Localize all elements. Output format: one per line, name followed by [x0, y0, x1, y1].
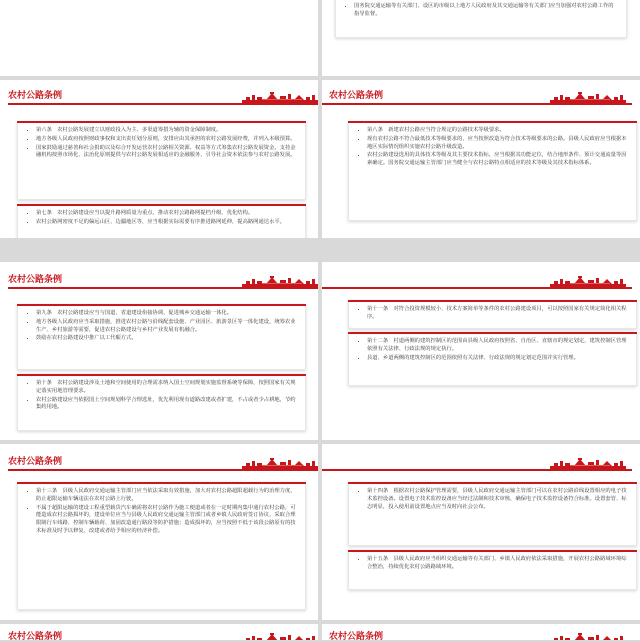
card: [348, 300, 637, 329]
card: [348, 332, 637, 386]
card-item: • 国家鼓励通过慈善和社会捐助以及综合开发运营农村公路相关资源、权益等方式筹集农村公路发展资金。支持金融机构按照市场化、法治化原则提供与农村公路发展相适应的金融服务，引导社会资本依法参与农村公路发展。: [36, 145, 297, 161]
card: [17, 204, 306, 238]
card: [17, 304, 306, 370]
card-item: • 不属于超限运输的建设工程重型载货汽车确需将农村公路作为施工便道或者在一定时期内集中通行农村公路，可能造成农村公路损坏的，建设单位应当与县级人民政府交通运输主管部门或者乡镇人民政府签订协议，采取合理限制行车线路、控制车辆载荷、加固改造通行路段等防护措施；造成损坏的，应当按照不低于该段公路原有的技术标准及时予以修复、改建或者给予相应的经济补偿。: [36, 505, 297, 536]
card-item: • 鼓励在农村公路建设中推广以工代赈方式。: [36, 335, 297, 343]
card: [348, 482, 637, 546]
card-item: • 农村公路建设应当依据国土空间规划科学合理选址，优先利用现有道路改建或者扩建，不占或者少占耕地，节约集约用地。: [36, 397, 297, 413]
slide-title: 农村公路条例: [8, 632, 63, 640]
skyline-decoration: [242, 632, 318, 640]
card-item: • 第十一条 对符合投资规模较小、技术方案简单等条件的农村公路建设项目，可以按照国家有关规定简化相关程序。: [367, 306, 628, 322]
slide-1-right: [322, 80, 640, 238]
slide-1-left: [0, 80, 318, 238]
slide-title: 农村公路条例: [8, 91, 63, 101]
card: [348, 550, 637, 590]
card-item: • 第八条 新建农村公路应当符合规定的公路技术等级要求。: [367, 127, 628, 135]
slide-3-right: [322, 444, 640, 620]
card-item: • 第十四条 根据农村公路保护管理需要，县级人民政府交通运输主管部门可以在农村公路沿线设置相应的电子技术监控设备。设置电子技术监控设备应当经过法制和技术审核，确保电子技术监控设备符合标准。设置套管、标志明显，投入使用前设置地点应当及时向社会公布。: [367, 488, 628, 511]
card: [335, 0, 627, 38]
card-item: • 第九条 农村公路建设应当与国道、省道建设衔接协调，促进城乡交通运输一体化。: [36, 310, 297, 318]
card-item: • 农村公路建设选用的具体技术等级及其主要技术指标，应当根据其功能定位，结合地形条件、预计交通流量等因素确定。国务院交通运输主管部门应当健全与农村公路特点相适应的技术等级及其技术指标体系。: [367, 152, 628, 168]
card-item: • 县道、乡道两侧的建筑控制区的范围依照有关法律、行政法规的规定划定范围并实行管理。: [367, 355, 628, 363]
slide-2-right: [322, 262, 640, 440]
card-item: • 第十三条 县级人民政府交通运输主管部门应当依法采取有效措施，加大对农村公路超限超载行为的治理力度，防止超限运输车辆违法在农村公路上行驶。: [36, 488, 297, 504]
slide-3-left: [0, 444, 318, 620]
slide-title: 农村公路条例: [8, 275, 63, 285]
skyline-decoration: [550, 275, 626, 287]
title-underline: [322, 287, 632, 289]
slide-4-left: [0, 624, 318, 640]
slide-title: 农村公路条例: [8, 457, 63, 467]
card: [17, 374, 306, 431]
skyline-decoration: [550, 91, 626, 103]
skyline-decoration: [242, 275, 318, 287]
card-item: • 第十条 农村公路建设涉及土地和空间使用的合理需求纳入国土空间规划实施监督系统等保障，按照国家有关规定落实用地管理要求。: [36, 380, 297, 396]
skyline-decoration: [242, 91, 318, 103]
slide-0-left: [0, 0, 318, 76]
card-item: • 农村公路网密度不足的偏远山区、边疆地区等，应当根据实际需要有序推进路网延伸，提高路网通达水平。: [36, 219, 297, 227]
card-item: • 第七条 农村公路建设应当以提升路网质量为重点，推动农村公路路网提档升级、优化结构。: [36, 210, 297, 218]
slide-title: 农村公路条例: [329, 91, 384, 101]
skyline-decoration: [242, 457, 318, 469]
skyline-decoration: [550, 632, 626, 640]
title-underline: [8, 103, 318, 105]
title-underline: [8, 287, 318, 289]
title-underline: [322, 469, 632, 471]
card: [17, 482, 306, 610]
card-item: • 地方各级人民政府应当采取措施，推进农村公路与沿线配套设施、产业园区、旅游景区等一体化建设，统筹农业生产、乡村旅游等需要，促进农村公路建设与乡村产业发展有机融合。: [36, 319, 297, 335]
title-underline: [8, 469, 318, 471]
card-item: • 现有农村公路不符合最低技术等级要求的，应当按照改造为符合技术等级要求的公路。县级人民政府应当根据本地区实际情况组织实施农村公路升级改造。: [367, 136, 628, 152]
card: [17, 121, 306, 200]
slide-2-left: [0, 262, 318, 440]
title-underline: [322, 103, 632, 105]
card-item: • 国务院交通运输等有关部门、设区的市级以上地方人民政府及其交通运输等有关部门应当加强对农村公路工作的指导监督。: [354, 3, 618, 19]
slide-title: 农村公路条例: [329, 632, 384, 642]
card-item: • 第十五条 县级人民政府应当组织交通运输等有关部门、乡镇人民政府依法采取措施，开展农村公路路域环境综合整治，持续优化农村公路路域环境。: [367, 556, 628, 572]
card-item: • 第六条 农村公路发展建立以财政投入为主、多渠道筹措为辅的资金保障制度。: [36, 127, 297, 135]
card: [348, 121, 637, 221]
slide-0-right: [322, 0, 640, 76]
card-item: • 第十二条 村道两侧的建筑控制区的范围由县级人民政府按照省、自治区、直辖市的规定划定，建筑控制区管理依照有关法律、行政法规的规定执行。: [367, 338, 628, 354]
card-item: • 地方各级人民政府按照财政事权和支出责任划分原则，安排应由其承担的农村公路发展经费，并列入本级预算。: [36, 136, 297, 144]
skyline-decoration: [550, 457, 626, 469]
